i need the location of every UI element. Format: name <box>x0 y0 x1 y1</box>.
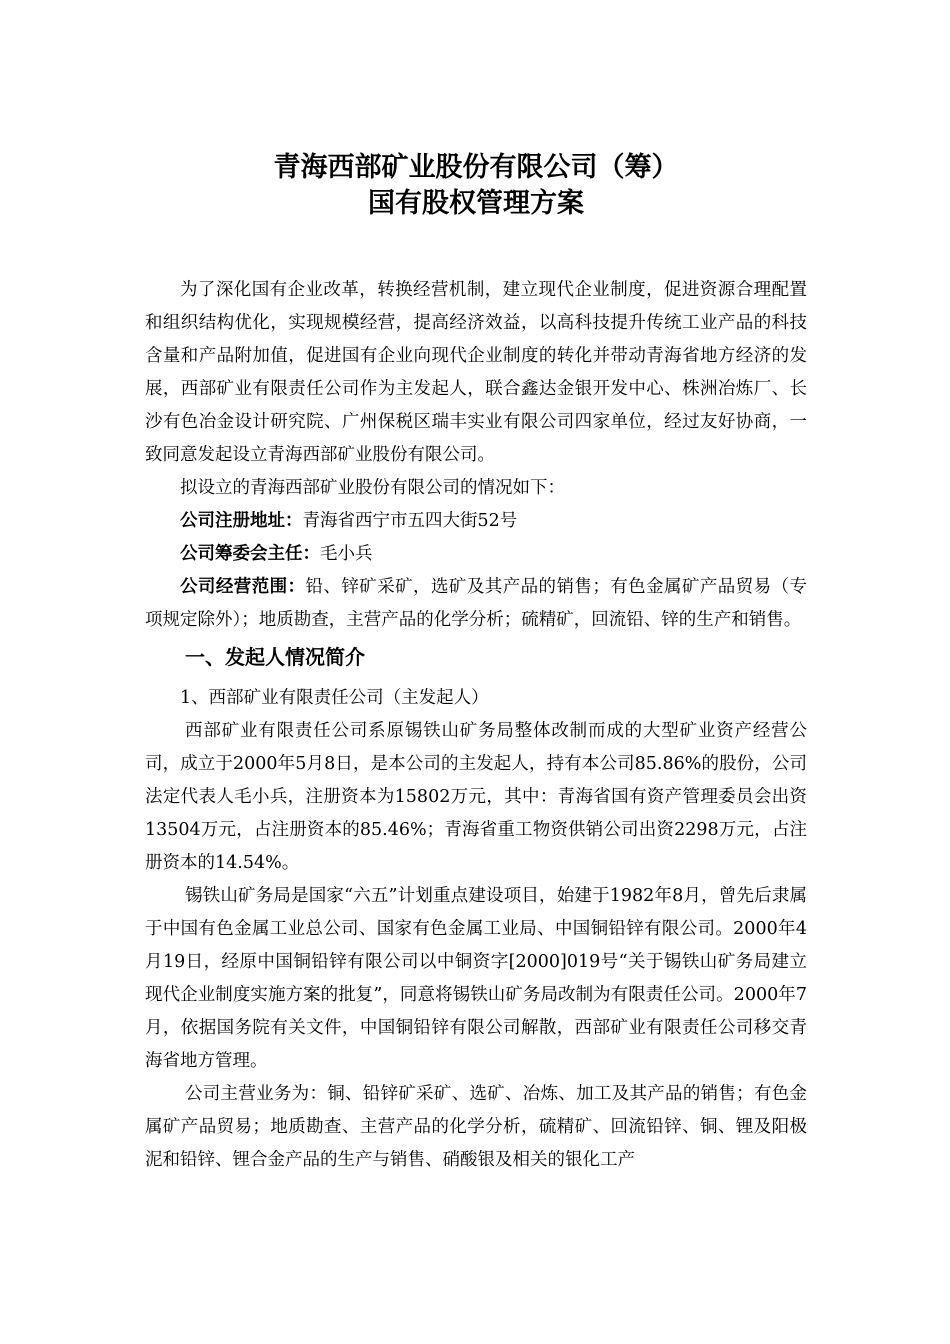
document-title-line1: 青海西部矿业股份有限公司（筹） <box>273 152 679 183</box>
section-heading-promoters: 一、发起人情况简介 <box>185 645 365 669</box>
registered-address-label: 公司注册地址： <box>180 511 303 531</box>
registered-address <box>145 505 807 538</box>
business-scope-value: 铅、锌矿采矿，选矿及其产品的销售；有色金属矿产品贸易（专项规定除外）；地质勘查，主营产品的化学分析；硫精矿，回流铅、锌的生产和销售。 <box>145 577 808 630</box>
intro-paragraph: 为了深化国有企业改革，转换经营机制，建立现代企业制度，促进资源合理配置和组织结构优化，实现规模经营，提高经济效益，以高科技提升传统工业产品的科技含量和产品附加值，促进国有企业向现代企业制度的转化并带动青海省地方经济的发展，西部矿业有限责任公司作为主发起人，联合鑫达金银开发中心、株洲冶炼厂、长沙有色冶金设计研究院、广州保税区瑞丰实业有限公司四家单位，经过友好协商，一致同意发起设立青海西部矿业股份有限公司。 <box>145 280 807 465</box>
main-business: 公司主营业务为：铜、铅锌矿采矿、选矿、冶炼、加工及其产品的销售；有色金属矿产品贸易；地质勘查、主营产品的化学分析，硫精矿、回流铅锌、铜、锂及阳极泥和铅锌、锂合金产品的生产与销售、硝酸银及相关的银化工产 <box>145 1084 807 1170</box>
xitieshan-history: 锡铁山矿务局是国家“六五”计划重点建设项目，始建于1982年8月，曾先后隶属于中国有色金属工业总公司、国家有色金属工业局、中国铜铅锌有限公司。2000年4月19日，经原中国铜铅锌有限公司以中铜资字[2000]019号“关于锡铁山矿务局建立现代企业制度实施方案的批复”，同意将锡铁山矿务局改制为有限责任公司。2000年7月，依据国务院有关文件，中国铜铅锌有限公司解散，西部矿业有限责任公司移交青海省地方管理。 <box>145 886 807 1071</box>
document-title-line2: 国有股权管理方案 <box>368 188 584 219</box>
committee-director-label: 公司筹委会主任： <box>180 544 320 564</box>
committee-director-value: 毛小兵 <box>320 544 373 564</box>
western-mining-overview: 西部矿业有限责任公司系原锡铁山矿务局整体改制而成的大型矿业资产经营公司，成立于2000年5月8日，是本公司的主发起人，持有本公司85.86%的股份，公司法定代表人毛小兵，注册资本为15802万元，其中：青海省国有资产管理委员会出资13504万元，占注册资本的85.46%；青海省重工物资供销公司出资2298万元，占注册资本的14.54%。 <box>145 721 807 873</box>
business-scope <box>145 571 807 637</box>
subsection-heading-western-mining: 1、西部矿业有限责任公司（主发起人） <box>180 688 489 708</box>
situation-intro: 拟设立的青海西部矿业股份有限公司的情况如下： <box>180 478 565 498</box>
document-page <box>145 150 807 1177</box>
business-scope-label: 公司经营范围： <box>180 577 306 597</box>
registered-address-value: 青海省西宁市五四大街52号 <box>302 511 518 531</box>
committee-director <box>145 538 807 571</box>
